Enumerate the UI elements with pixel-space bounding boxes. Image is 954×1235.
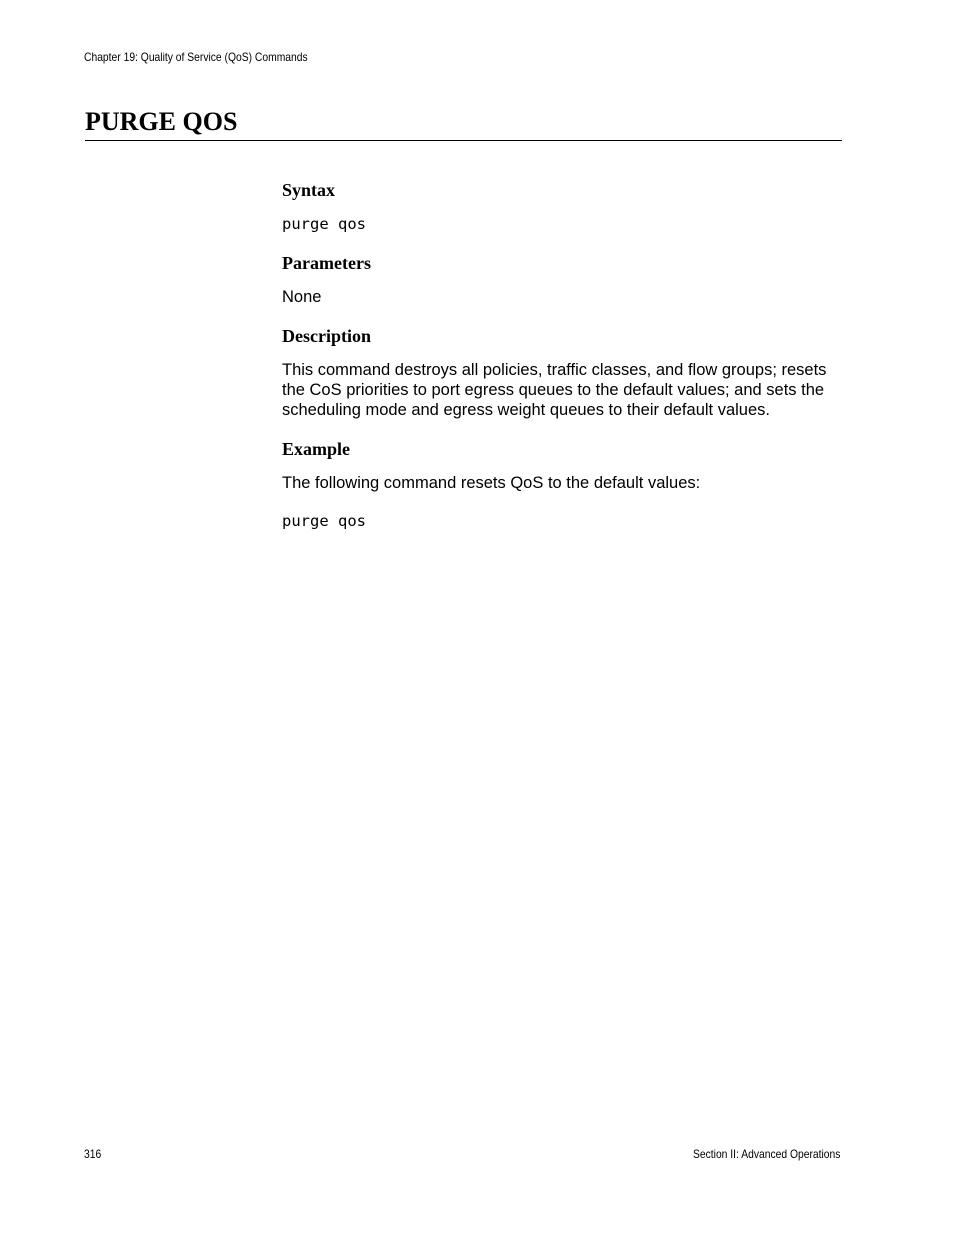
- description-text: This command destroys all policies, traffic classes, and flow groups; resets the CoS priorities to port egress queues to the default values; and sets the scheduling mode and egress weight queues to their default values.: [282, 361, 827, 419]
- description-heading: Description: [282, 326, 371, 346]
- parameters-heading: Parameters: [282, 253, 371, 273]
- example-code: purge qos: [282, 512, 366, 530]
- syntax-heading: Syntax: [282, 180, 336, 200]
- running-footer: Section II: Advanced Operations: [692, 1147, 840, 1161]
- syntax-code: purge qos: [282, 215, 366, 233]
- description-section: [282, 325, 842, 420]
- running-header: Chapter 19: Quality of Service (QoS) Commands: [84, 50, 308, 64]
- example-heading: Example: [282, 439, 351, 459]
- parameters-section: [282, 252, 842, 307]
- page-number: 316: [84, 1147, 102, 1161]
- example-section: [282, 438, 842, 531]
- page-title: PURGE QOS: [85, 106, 842, 141]
- example-text: The following command resets QoS to the default values:: [282, 474, 701, 492]
- parameters-text: None: [282, 288, 322, 306]
- command-content: [282, 179, 842, 549]
- syntax-section: [282, 179, 842, 234]
